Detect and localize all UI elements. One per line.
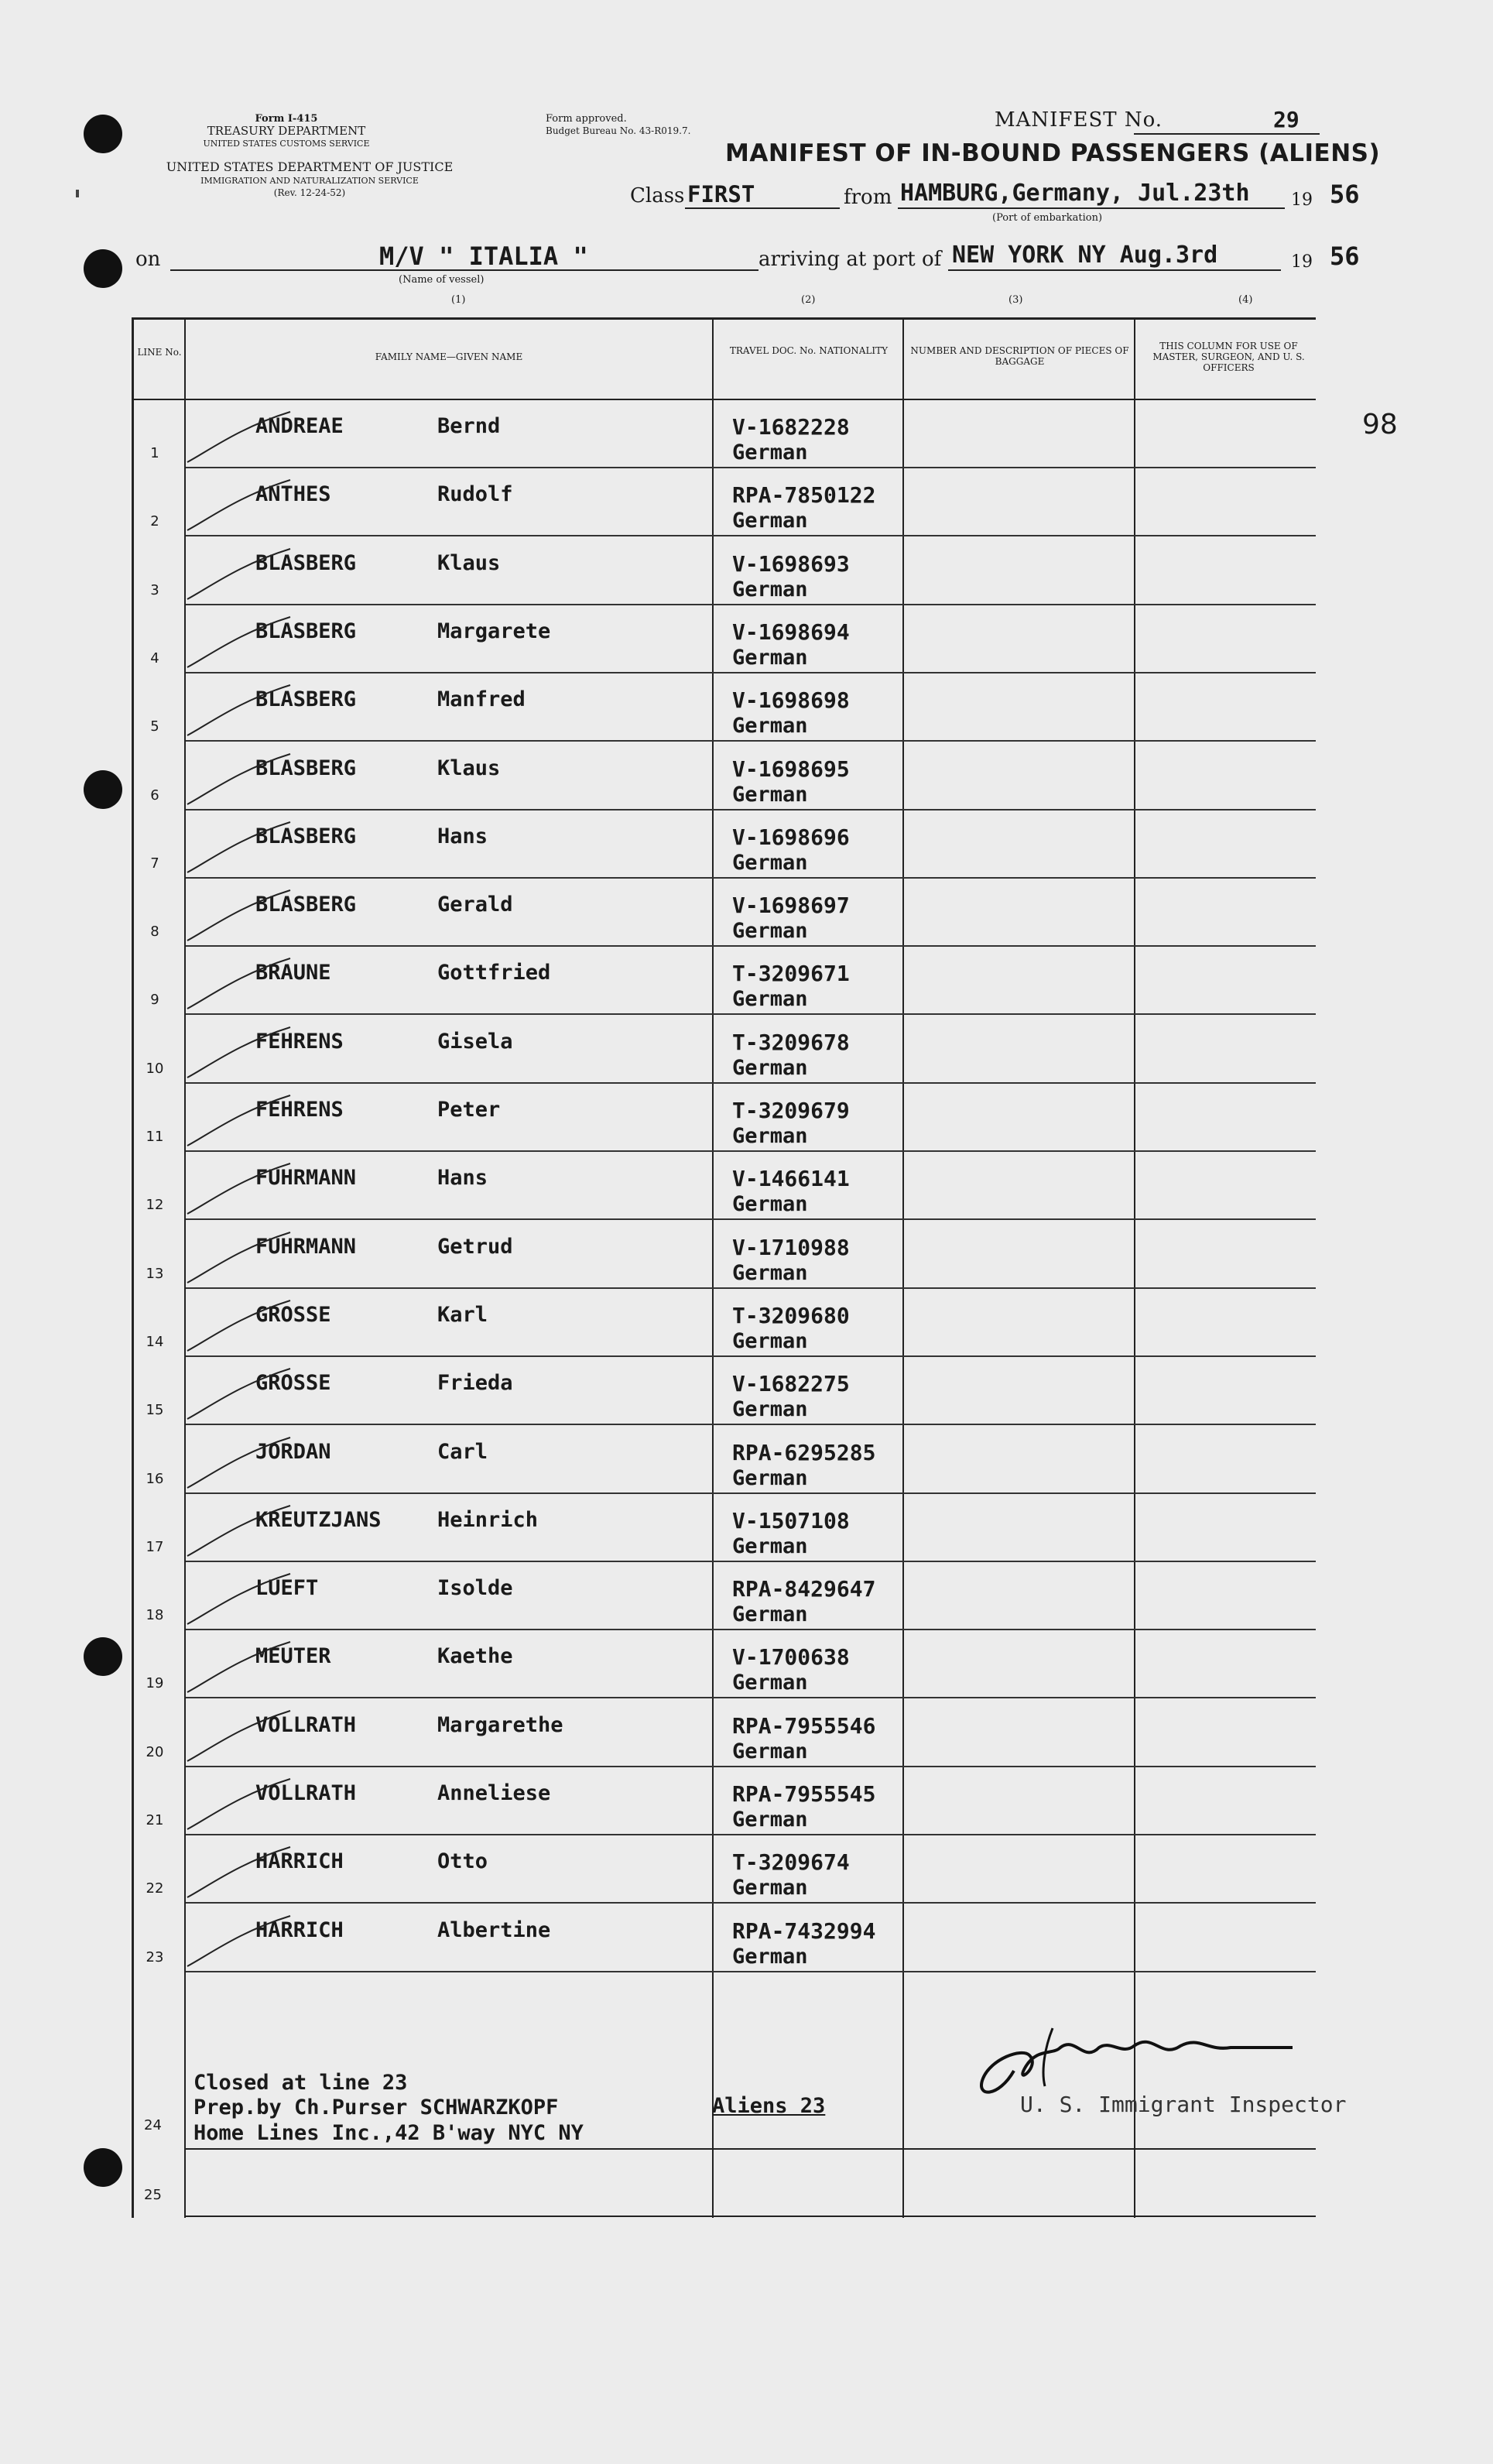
check-mark xyxy=(186,1638,294,1700)
travel-doc-number: V-1698698 xyxy=(732,687,850,713)
vessel-caption: (Name of vessel) xyxy=(399,274,485,286)
table-row xyxy=(146,1152,1316,1220)
arriving-underline xyxy=(948,269,1281,271)
given-name: Kaethe xyxy=(437,1644,513,1668)
table-row xyxy=(150,742,1316,810)
given-name: Gisela xyxy=(437,1030,513,1054)
nationality: German xyxy=(732,1056,808,1080)
on-label: on xyxy=(135,248,161,271)
arriving-value: NEW YORK NY Aug.3rd xyxy=(952,242,1218,269)
travel-doc-number: T-3209671 xyxy=(732,961,850,986)
given-name: Margarethe xyxy=(437,1713,563,1737)
nationality: German xyxy=(732,509,808,533)
page-title: MANIFEST OF IN-BOUND PASSENGERS (ALIENS) xyxy=(725,139,1381,167)
nationality: German xyxy=(732,1124,808,1148)
family-name: VOLLRATH xyxy=(255,1781,357,1805)
table-row xyxy=(146,1221,1316,1289)
year-prefix-arrival: 19 xyxy=(1291,252,1313,272)
manifest-no-underline xyxy=(1134,133,1320,135)
nationality: German xyxy=(732,646,808,670)
table-row xyxy=(146,1494,1316,1562)
table-row xyxy=(146,1016,1316,1084)
family-name: GROSSE xyxy=(255,1371,331,1395)
given-name: Carl xyxy=(437,1440,488,1464)
family-name: BLASBERG xyxy=(255,756,357,780)
line-number: 9 xyxy=(150,992,159,1008)
table-row xyxy=(146,1426,1316,1494)
nationality: German xyxy=(732,1261,808,1285)
given-name: Anneliese xyxy=(437,1781,551,1805)
table-row xyxy=(146,1084,1316,1152)
given-name: Gerald xyxy=(437,893,513,917)
line-number: 6 xyxy=(150,787,159,804)
check-mark xyxy=(186,613,294,675)
given-name: Hans xyxy=(437,824,488,848)
nationality: German xyxy=(732,919,808,943)
check-mark xyxy=(186,545,294,607)
family-name: BLASBERG xyxy=(255,893,357,917)
nationality: German xyxy=(732,1397,808,1421)
line-number: 2 xyxy=(150,513,159,529)
given-name: Manfred xyxy=(437,687,526,711)
family-name: FUHRMANN xyxy=(255,1166,357,1190)
check-mark xyxy=(186,1843,294,1905)
check-mark xyxy=(186,681,294,743)
class-underline xyxy=(685,207,840,209)
row-divider xyxy=(186,1218,1316,1220)
given-name: Peter xyxy=(437,1098,501,1122)
travel-doc-number: V-1682228 xyxy=(732,414,850,440)
check-mark xyxy=(186,476,294,538)
nationality: German xyxy=(732,1534,808,1558)
nationality: German xyxy=(732,1808,808,1832)
punch-hole xyxy=(84,770,122,809)
travel-doc-number: RPA-6295285 xyxy=(732,1440,876,1465)
arriving-label: arriving at port of xyxy=(758,248,942,271)
travel-doc-number: V-1466141 xyxy=(732,1166,850,1191)
row-divider xyxy=(186,1902,1316,1904)
line-number: 1 xyxy=(150,445,159,461)
given-name: Bernd xyxy=(437,414,501,438)
family-name: BLASBERG xyxy=(255,551,357,575)
check-mark xyxy=(186,954,294,1016)
nationality: German xyxy=(732,577,808,601)
class-value: FIRST xyxy=(687,181,755,207)
form-number: Form I-415 xyxy=(255,113,318,125)
check-mark xyxy=(186,408,294,470)
class-label: Class xyxy=(630,184,685,207)
family-name: LUEFT xyxy=(255,1576,319,1600)
vessel-name: M/V " ITALIA " xyxy=(379,242,588,271)
travel-doc-number: RPA-8429647 xyxy=(732,1576,876,1602)
check-mark xyxy=(186,1502,294,1564)
check-mark xyxy=(186,1570,294,1632)
department-of-justice: UNITED STATES DEPARTMENT OF JUSTICE xyxy=(166,159,454,174)
travel-doc-number: V-1698694 xyxy=(732,619,850,645)
travel-doc-number: V-1698693 xyxy=(732,551,850,577)
name-header: FAMILY NAME—GIVEN NAME xyxy=(375,351,523,362)
check-mark xyxy=(186,1229,294,1290)
nationality: German xyxy=(732,1876,808,1900)
check-mark xyxy=(186,1365,294,1427)
line-number: 10 xyxy=(146,1061,164,1077)
given-name: Isolde xyxy=(437,1576,513,1600)
table-row xyxy=(146,1289,1316,1357)
nationality: German xyxy=(732,1945,808,1969)
line-number: 23 xyxy=(146,1949,164,1965)
table-row xyxy=(146,1904,1316,1972)
given-name: Heinrich xyxy=(437,1508,539,1532)
manifest-label: MANIFEST No. xyxy=(995,108,1163,132)
line-number: 4 xyxy=(150,650,159,667)
check-mark xyxy=(186,1023,294,1085)
line-number: 16 xyxy=(146,1471,164,1487)
nationality: German xyxy=(732,851,808,875)
travel-doc-number: V-1507108 xyxy=(732,1508,850,1534)
table-row xyxy=(150,810,1316,879)
table-row xyxy=(146,1357,1316,1425)
baggage-header: NUMBER AND DESCRIPTION OF PIECES OF BAGGAGE xyxy=(910,345,1129,367)
family-name: FUHRMANN xyxy=(255,1235,357,1259)
check-mark xyxy=(186,1297,294,1359)
line-number: 12 xyxy=(146,1197,164,1213)
from-label: from xyxy=(844,186,892,209)
line-number: 8 xyxy=(150,924,159,940)
line-number: 18 xyxy=(146,1607,164,1623)
closed-at-line: Closed at line 23 xyxy=(193,2071,408,2095)
travel-doc-number: T-3209674 xyxy=(732,1849,850,1875)
row-divider-25 xyxy=(186,2216,1316,2217)
year-from: 56 xyxy=(1330,180,1360,209)
prepared-by: Prep.by Ch.Purser SCHWARZKOPF xyxy=(193,2096,559,2120)
nationality: German xyxy=(732,1739,808,1763)
table-row xyxy=(150,537,1316,605)
travel-doc-number: RPA-7432994 xyxy=(732,1918,876,1944)
table-row xyxy=(150,400,1316,468)
given-name: Otto xyxy=(437,1849,488,1873)
punch-hole xyxy=(84,1637,122,1676)
table-row xyxy=(146,1767,1316,1835)
row-divider xyxy=(186,1697,1316,1698)
travel-doc-number: V-1698695 xyxy=(732,756,850,782)
check-mark xyxy=(186,1912,294,1974)
line-number: 5 xyxy=(150,718,159,735)
year-prefix-from: 19 xyxy=(1291,190,1313,210)
nationality: German xyxy=(732,1671,808,1695)
given-name: Albertine xyxy=(437,1918,551,1942)
family-name: FEHRENS xyxy=(255,1030,344,1054)
family-name: ANDREAE xyxy=(255,414,344,438)
travel-doc-number: RPA-7955546 xyxy=(732,1713,876,1739)
table-row xyxy=(150,673,1316,742)
nationality: German xyxy=(732,987,808,1011)
family-name: ANTHES xyxy=(255,482,331,506)
travel-doc-number: V-1682275 xyxy=(732,1371,850,1396)
budget-bureau: Budget Bureau No. 43-R019.7. xyxy=(546,125,691,136)
given-name: Gottfried xyxy=(437,961,551,985)
table-left-border xyxy=(132,317,134,2218)
from-underline xyxy=(898,207,1285,209)
given-name: Karl xyxy=(437,1303,488,1327)
shipping-line: Home Lines Inc.,42 B'way NYC NY xyxy=(193,2121,584,2145)
margin-mark xyxy=(76,190,79,197)
table-top-border xyxy=(132,317,1316,320)
line-number: 13 xyxy=(146,1266,164,1282)
given-name: Rudolf xyxy=(437,482,513,506)
family-name: FEHRENS xyxy=(255,1098,344,1122)
nationality: German xyxy=(732,1329,808,1353)
line-number: 14 xyxy=(146,1334,164,1350)
port-caption: (Port of embarkation) xyxy=(992,212,1103,224)
family-name: KREUTZJANS xyxy=(255,1508,382,1532)
check-mark xyxy=(186,818,294,880)
check-mark xyxy=(186,1160,294,1222)
given-name: Hans xyxy=(437,1166,488,1190)
row-divider xyxy=(186,1013,1316,1015)
table-row xyxy=(150,605,1316,673)
nationality: German xyxy=(732,1602,808,1626)
line-number: 17 xyxy=(146,1539,164,1555)
year-arrival: 56 xyxy=(1330,242,1360,271)
check-mark xyxy=(186,750,294,812)
line-number: 21 xyxy=(146,1812,164,1828)
customs-service: UNITED STATES CUSTOMS SERVICE xyxy=(203,139,370,149)
travel-doc-number: T-3209680 xyxy=(732,1303,850,1328)
travel-doc-number: V-1710988 xyxy=(732,1235,850,1260)
check-mark xyxy=(186,1775,294,1837)
table-row xyxy=(146,1699,1316,1767)
family-name: MEUTER xyxy=(255,1644,331,1668)
column-number-3: (3) xyxy=(1008,294,1023,306)
nationality: German xyxy=(732,1192,808,1216)
family-name: HARRICH xyxy=(255,1918,344,1942)
line-number: 15 xyxy=(146,1402,164,1418)
from-value: HAMBURG,Germany, Jul.23th xyxy=(900,180,1250,207)
line-number: 22 xyxy=(146,1880,164,1897)
form-revision: (Rev. 12-24-52) xyxy=(273,187,346,198)
officers-header: THIS COLUMN FOR USE OF MASTER, SURGEON, AND U. S. OFFICERS xyxy=(1152,341,1305,373)
table-row xyxy=(146,1835,1316,1904)
family-name: HARRICH xyxy=(255,1849,344,1873)
family-name: BLASBERG xyxy=(255,687,357,711)
given-name: Frieda xyxy=(437,1371,513,1395)
family-name: BLASBERG xyxy=(255,824,357,848)
check-mark xyxy=(186,1091,294,1153)
nationality: German xyxy=(732,440,808,464)
punch-hole xyxy=(84,115,122,153)
travel-doc-number: V-1698697 xyxy=(732,893,850,918)
travel-doc-number: T-3209679 xyxy=(732,1098,850,1123)
table-row xyxy=(146,1562,1316,1630)
family-name: GROSSE xyxy=(255,1303,331,1327)
given-name: Klaus xyxy=(437,551,501,575)
punch-hole xyxy=(84,2148,122,2187)
manifest-number: 29 xyxy=(1273,107,1300,132)
row-divider xyxy=(186,1971,1316,1972)
given-name: Getrud xyxy=(437,1235,513,1259)
family-name: VOLLRATH xyxy=(255,1713,357,1737)
form-approved: Form approved. xyxy=(546,113,627,125)
line-25-number: 25 xyxy=(144,2187,162,2203)
check-mark xyxy=(186,886,294,948)
aliens-total: Aliens 23 xyxy=(712,2094,826,2118)
family-name: BRAUNE xyxy=(255,961,331,985)
table-row xyxy=(150,879,1316,947)
travel-doc-number: RPA-7955545 xyxy=(732,1781,876,1807)
line-number: 7 xyxy=(150,855,159,872)
travel-doc-number: RPA-7850122 xyxy=(732,482,876,508)
given-name: Klaus xyxy=(437,756,501,780)
given-name: Margarete xyxy=(437,619,551,643)
column-number-4: (4) xyxy=(1238,294,1253,306)
line-24-number: 24 xyxy=(144,2117,162,2133)
travel-doc-number: V-1700638 xyxy=(732,1644,850,1670)
line-number: 19 xyxy=(146,1675,164,1691)
page-number: 98 xyxy=(1362,409,1398,440)
table-row xyxy=(146,1630,1316,1698)
travel-doc-number: T-3209678 xyxy=(732,1030,850,1055)
row-divider xyxy=(186,1424,1316,1425)
travel-doc-header: TRAVEL DOC. No. NATIONALITY xyxy=(729,345,889,356)
treasury-department: TREASURY DEPARTMENT xyxy=(207,124,366,138)
nationality: German xyxy=(732,1466,808,1490)
family-name: BLASBERG xyxy=(255,619,357,643)
row-divider xyxy=(186,535,1316,536)
row-divider xyxy=(186,740,1316,742)
punch-hole xyxy=(84,249,122,288)
family-name: JORDAN xyxy=(255,1440,331,1464)
nationality: German xyxy=(732,714,808,738)
table-row xyxy=(150,947,1316,1015)
ins-service: IMMIGRATION AND NATURALIZATION SERVICE xyxy=(200,176,419,186)
column-number-2: (2) xyxy=(801,294,816,306)
line-number: 3 xyxy=(150,582,159,598)
nationality: German xyxy=(732,783,808,807)
check-mark xyxy=(186,1707,294,1769)
inspector-signature xyxy=(967,2024,1323,2102)
line-no-header: LINE No. xyxy=(137,347,182,358)
inspector-title: U. S. Immigrant Inspector xyxy=(1020,2092,1347,2117)
table-row xyxy=(150,468,1316,536)
line-number: 11 xyxy=(146,1129,164,1145)
travel-doc-number: V-1698696 xyxy=(732,824,850,850)
row-divider-24 xyxy=(186,2148,1316,2150)
column-number-1: (1) xyxy=(451,294,466,306)
line-number: 20 xyxy=(146,1744,164,1760)
check-mark xyxy=(186,1434,294,1496)
